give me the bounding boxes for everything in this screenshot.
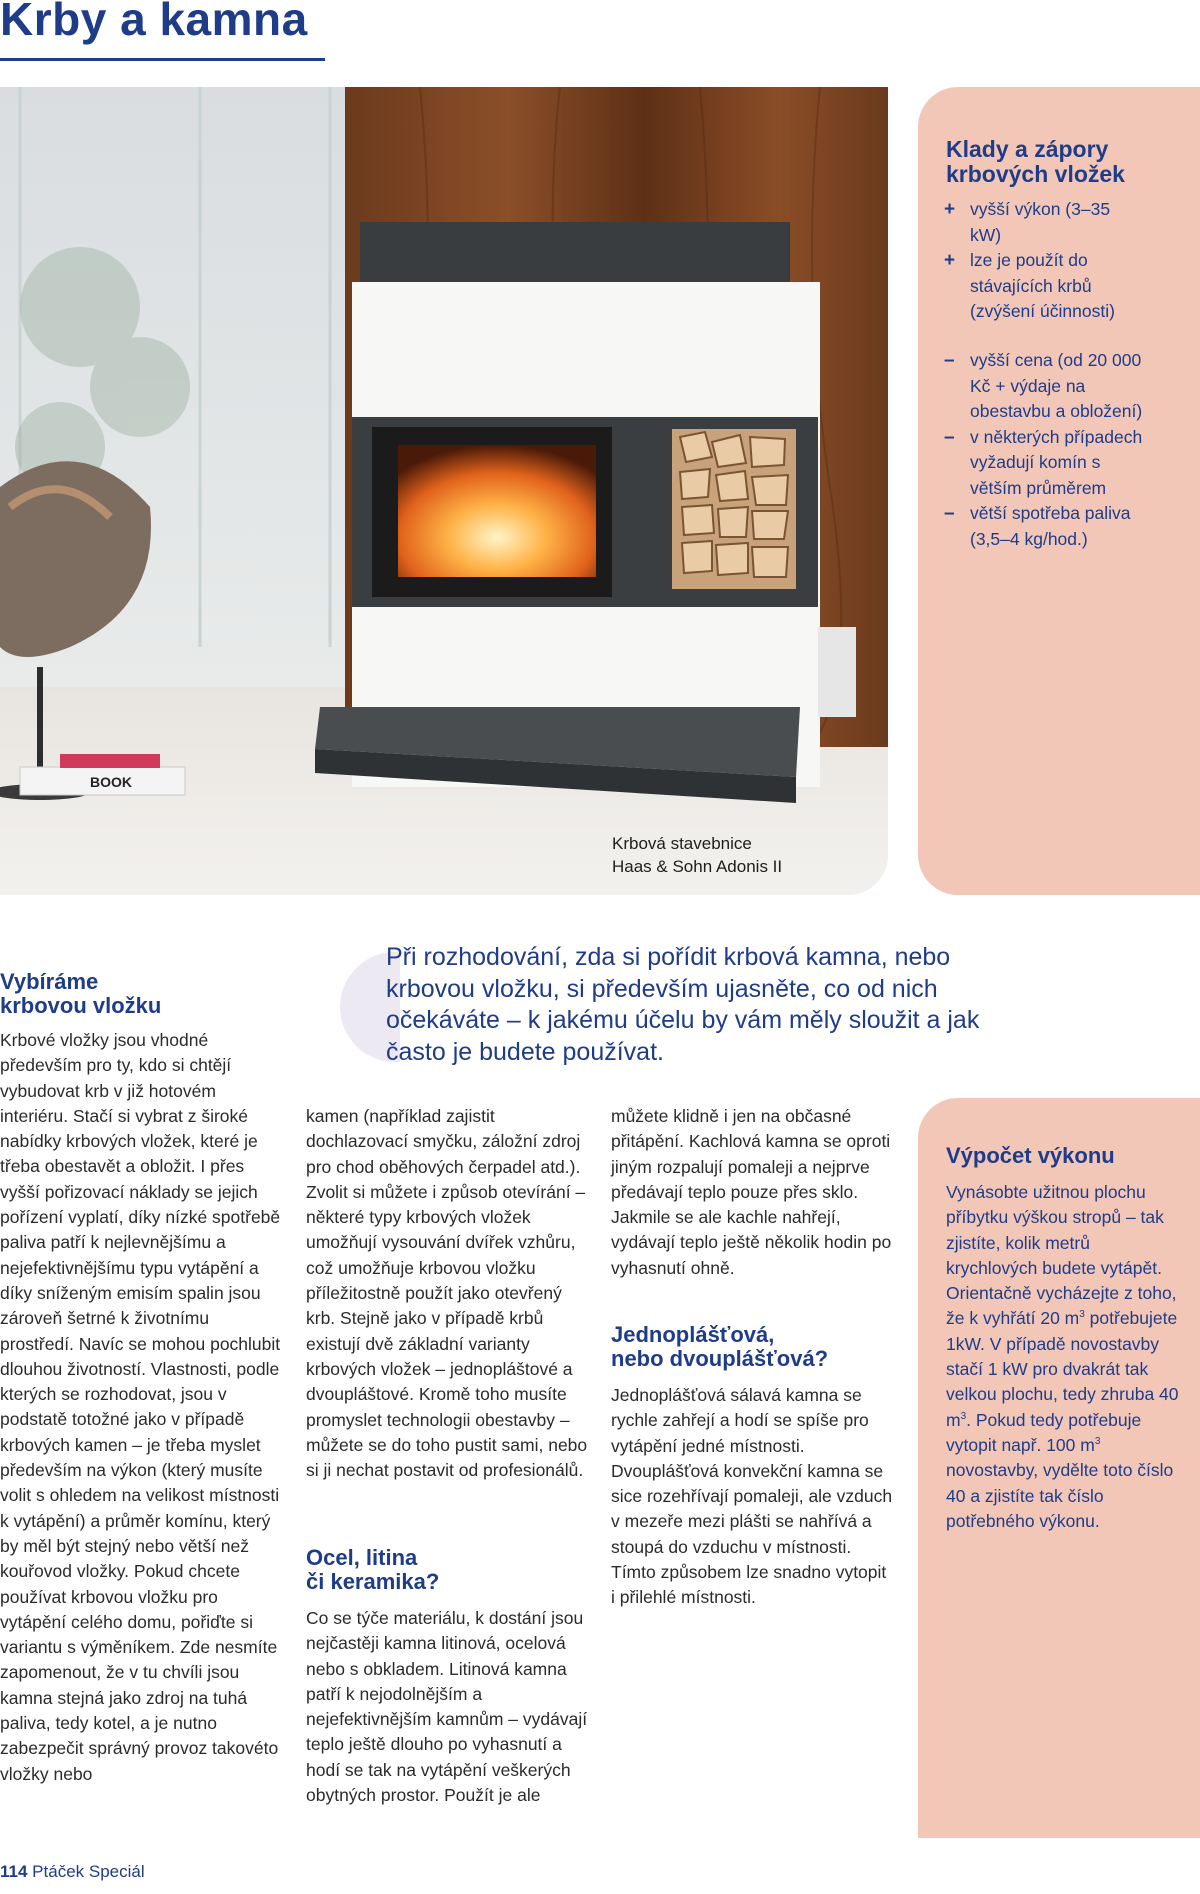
cons-item-text: v některých případech vyžadují komín s větším průměrem	[970, 426, 1143, 498]
article-section-2-text: Co se týče materiálu, k dostání jsou nejčastěji kamna litinová, ocelová nebo s obkladem. Litinová kamna patří k nejodolnějším a nejefektivnějším kamnům – vydávají teplo ještě dlouho po vyhasnutí a hodí se tak na vytápění veškerých obytných prostor. Použít je ale	[306, 1608, 588, 1806]
calc-text-part: Vynásobte užitnou plochu příbytku výškou stropů – tak zjistíte, kolik metrů krychlových budete vytápět. Orientačně vycházejte z toho, že k vyhřátí 20 m	[946, 1182, 1177, 1329]
section-heading-ocel	[306, 1546, 586, 1594]
pros-item-text: lze je použít do stávajících krbů (zvýšení účinnosti)	[970, 250, 1115, 321]
plus-sign: +	[944, 250, 956, 271]
pros-cons-box	[918, 87, 1200, 895]
pros-cons-heading-line2: krbových vložek	[946, 161, 1125, 187]
pros-cons-heading-line1: Klady a zápory	[946, 136, 1109, 162]
calc-text-part: . Pokud tedy potřebuje vytopit např. 100 m	[946, 1409, 1142, 1455]
calc-text-part: novostavby, vydělte toto číslo 40 a zjistíte tak číslo potřebného výkonu.	[946, 1460, 1174, 1531]
article-section-3-text: Jednoplášťová sálavá kamna se rychle zahřejí a hodí se spíše pro vytápění jedné místnosti. Dvouplášťová konvekční kamna se sice rozehřívají pomaleji, ale vzduch v mezeře mezi plášti se nahřívá a stoupá do vzduchu v místnosti. Tímto způsobem lze snadno vytopit i přilehlé místnosti.	[611, 1385, 893, 1608]
superscript-3: 3	[1079, 1309, 1085, 1321]
section-heading-jednoplastova	[611, 1323, 891, 1371]
calculation-text	[946, 1180, 1186, 1534]
page-footer	[0, 1862, 145, 1882]
article-column-2: kamen (například zajistit dochlazovací smyčku, záložní zdroj pro chod oběhových čerpadel atd.). Zvolit si můžete i způsob otevírání – některé typy krbových vložek umožňují vysouvání dvířek vzhůru, což umožňuje krbovou vložku příležitostně použít jako otevřený krb. Stejně jako v případě krbů existují dvě základní varianty krbových vložek – jednopláštové a dvoupláštové. Kromě toho musíte promyslet technologii obestavby – můžete se do toho pustit sami, nebo si ji nechat postavit od profesionálů.	[306, 1106, 588, 1481]
cons-list	[946, 348, 1156, 552]
calc-text-part: potřebujete 1kW. V případě novostavby stačí 1 kW pro dvakrát tak velkou plochu, tedy zhruba 40 m	[946, 1308, 1179, 1430]
pros-cons-heading	[946, 137, 1186, 187]
caption-line-1: Krbová stavebnice	[612, 834, 752, 853]
pros-item	[946, 248, 1146, 325]
caption-line-2: Haas & Sohn Adonis II	[612, 857, 783, 876]
publication-name: Ptáček Speciál	[32, 1862, 145, 1881]
heading-line: krbovou vložku	[0, 993, 162, 1018]
pull-quote: Při rozhodování, zda si pořídit krbová kamna, nebo krbovou vložku, si především ujasněte, co od nich očekáváte – k jakému účelu by vám měly sloužit a jak často je budete používat.	[386, 943, 980, 1066]
pros-list	[946, 197, 1146, 325]
cons-item	[946, 501, 1156, 552]
minus-sign: –	[944, 350, 955, 371]
heading-line: Ocel, litina	[306, 1545, 418, 1570]
title-underline	[0, 58, 325, 61]
heading-line: Vybíráme	[0, 969, 99, 994]
heading-line: Jednoplášťová,	[611, 1322, 775, 1347]
plus-sign: +	[944, 199, 956, 220]
page-number: 114	[0, 1862, 28, 1881]
cons-item-text: vyšší cena (od 20 000 Kč + výdaje na obestavbu a obložení)	[970, 350, 1143, 421]
fireplace-photo	[0, 87, 888, 895]
article-column-1: Krbové vložky jsou vhodné především pro ty, kdo si chtějí vybudovat krb v již hotovém interiéru. Stačí si vybrat z široké nabídky krbových vložek, které je třeba obestavět a obložit. I přes vyšší pořizovací náklady se jejich pořízení vyplatí, díky nízké spotřebě paliva patří k nejlevnějšímu a nejefektivnějšímu typu vytápění a díky sníženým emisím spalin jsou zároveň šetrné k životnímu prostředí. Navíc se mohou pochlubit dlouhou životností. Vlastnosti, podle kterých se rozhodovat, jsou v podstatě totožné jako v případě krbových kamen – je třeba myslet především na výkon (který musíte volit s ohledem na velikost místnosti k vytápění) a průměr komínu, který by měl být stejný nebo větší než kouřovod vložky. Pokud chcete používat krbovou vložku pro vytápění celého domu, pořiďte si variantu s výměníkem. Zde nesmíte zapomenout, že v tu chvíli jsou kamna stejná jako zdroj na tuhá paliva, tedy kotel, a je nutno zabezpečit správný provoz takovéto vložky nebo	[0, 1030, 281, 1784]
cons-item-text: větší spotřeba paliva (3,5–4 kg/hod.)	[970, 503, 1131, 549]
superscript-3: 3	[1094, 1436, 1101, 1448]
page-title: Krby a kamna	[0, 0, 308, 45]
book-spine-text: BOOK	[90, 774, 132, 790]
pros-item	[946, 197, 1146, 248]
article-column-3: můžete klidně i jen na občasné přitápění. Kachlová kamna se oproti jiným rozpalují pomaleji a nejprve předávají teplo pouze přes sklo. Jakmile se ale kachle nahřejí, vydávají teplo ještě několik hodin po vyhasnutí ohně.	[611, 1106, 892, 1278]
heading-line: nebo dvouplášťová?	[611, 1346, 829, 1371]
section-heading-vybirame	[0, 970, 270, 1018]
heading-line: či keramika?	[306, 1569, 440, 1594]
superscript-3: 3	[960, 1410, 967, 1422]
pros-item-text: vyšší výkon (3–35 kW)	[970, 199, 1111, 245]
photo-caption	[612, 832, 872, 878]
calculation-heading: Výpočet výkonu	[946, 1143, 1115, 1168]
minus-sign: –	[944, 503, 955, 524]
minus-sign: –	[944, 426, 955, 448]
cons-item	[946, 425, 1156, 502]
cons-item	[946, 348, 1156, 425]
